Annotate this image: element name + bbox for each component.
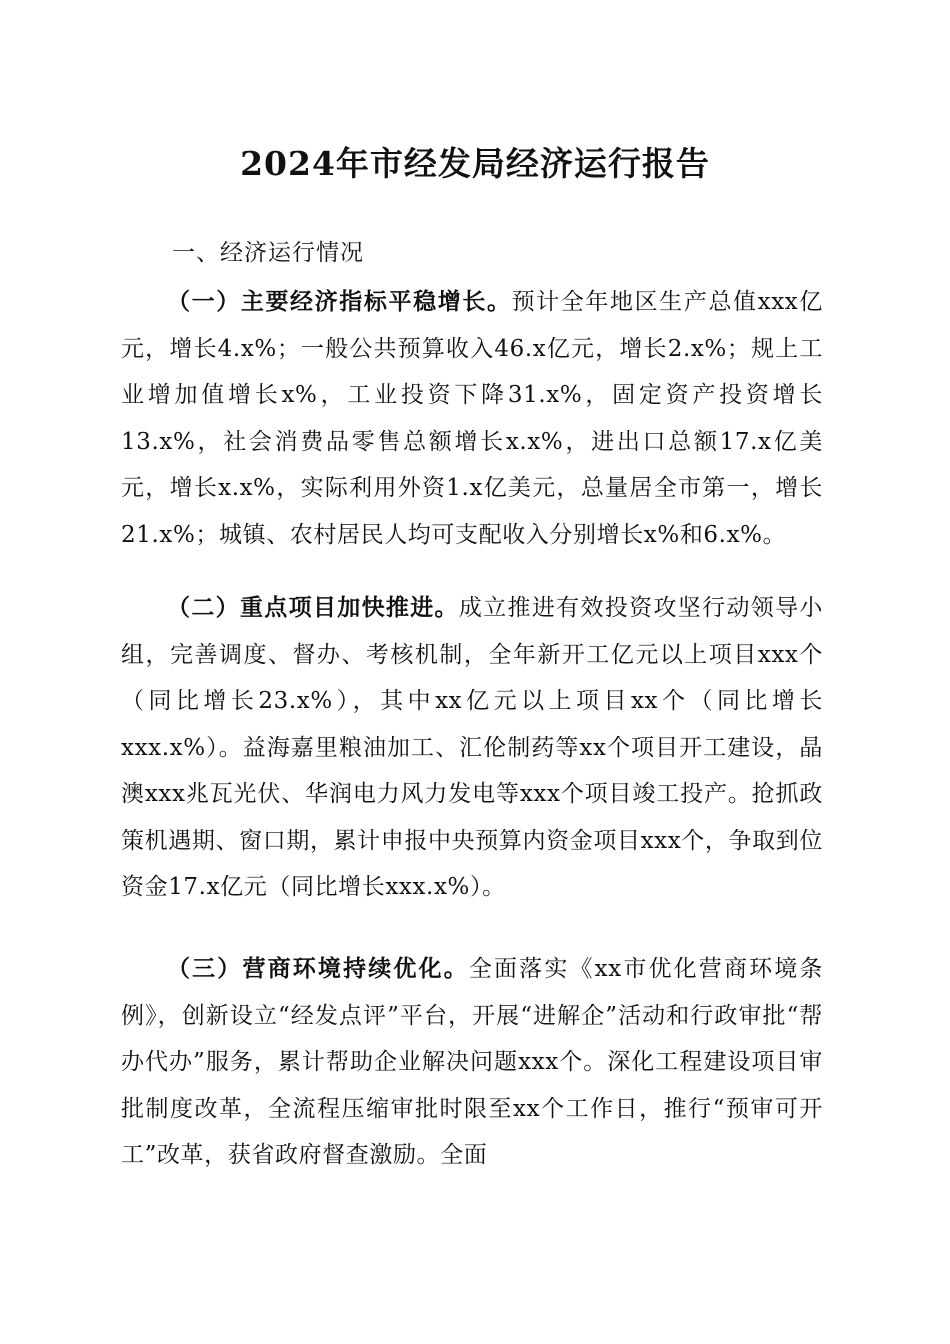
paragraph-lead: （一）主要经济指标平稳增长。 [167,288,512,315]
paragraph-body: 全面落实《xx市优化营商环境条例》，创新设立“经发点评”平台，开展“进解企”活动和行政审批“帮办代办”服务，累计帮助企业解决问题xxx个。深化工程建设项目审批制度改革，全流程压缩审批时限至xx个工作日，推行“预审可开工”改革，获省政府督查激励。全面 [121,956,824,1168]
paragraph-lead: （三）营商环境持续优化。 [167,955,469,982]
paragraph-indicators [121,279,823,558]
document-title: 2024年市经发局经济运行报告 [240,144,710,183]
paragraph-body: 成立推进有效投资攻坚行动领导小组，完善调度、督办、考核机制，全年新开工亿元以上项目xxx个（同比增长23.x%），其中xx亿元以上项目xx个（同比增长xxx.x%）。益海嘉里粮油加工、汇伦制药等xx个项目开工建设，晶澳xxx兆瓦光伏、华润电力风力发电等xxx个项目竣工投产。抢抓政策机遇期、窗口期，累计申报中央预算内资金项目xxx个，争取到位资金17.x亿元（同比增长xxx.x%）。 [121,595,824,900]
paragraph-lead: （二）重点项目加快推进。 [167,594,459,621]
paragraph-projects [121,585,823,911]
paragraph-body: 预计全年地区生产总值xxx亿元，增长4.x%；一般公共预算收入46.x亿元，增长2.x%；规上工业增加值增长x%，工业投资下降31.x%，固定资产投资增长13.x%，社会消费品零售总额增长x.x%，进出口总额17.x亿美元，增长x.x%，实际利用外资1.x亿美元，总量居全市第一，增长21.x%；城镇、农村居民人均可支配收入分别增长x%和6.x%。 [121,289,823,548]
section-heading: 一、经济运行情况 [172,240,364,266]
paragraph-business-environment [121,946,823,1179]
